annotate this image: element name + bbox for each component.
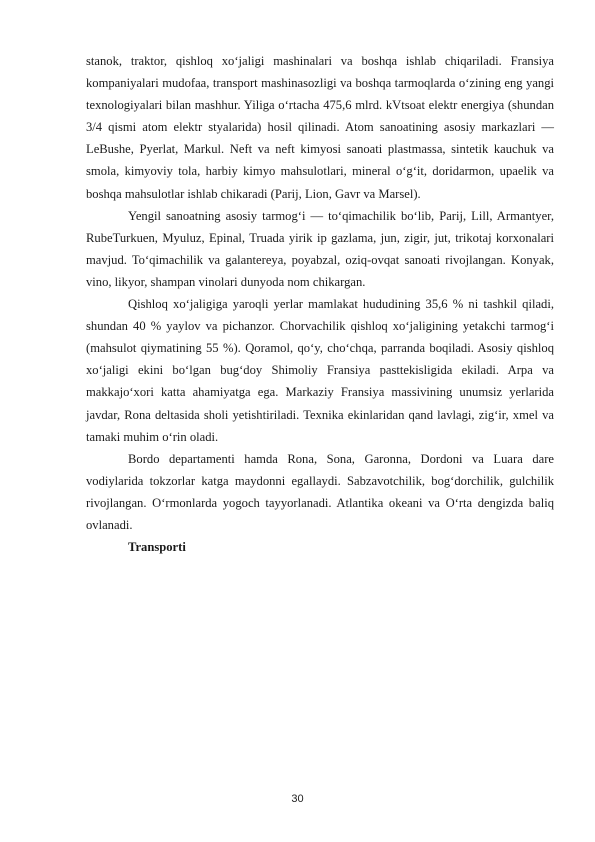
- paragraph-light-industry: Yengil sanoatning asosiy tarmogʻi — toʻqimachilik boʻlib, Parij, Lill, Armantyer, RubeTurkuen, Myuluz, Epinal, Truada yirik ip gazlama, jun, zigir, jut, trikotaj korxonalari mavjud. Toʻqimachilik va galantereya, poyabzal, oziq-ovqat sanoati rivojlangan. Konyak, vino, likyor, shampan vinolari dunyoda nom chikargan.: [86, 208, 554, 289]
- section-heading-transport: Transporti: [128, 540, 186, 555]
- paragraph-industry: stanok, traktor, qishloq xoʻjaligi mashinalari va boshqa ishlab chiqariladi. Fransiya kompaniyalari mudofaa, transport mashinasozligi va boshqa tarmoqlarda oʻzining eng yangi texnologiyalari bilan mashhur. Yiliga oʻrtacha 475,6 mlrd. kVtsoat elektr energiya (shundan 3/4 qismi atom elektr styalarida) hosil qilinadi. Atom sanoatining asosiy markazlari — LeBushe, Pyerlat, Markul. Neft va neft kimyosi sanoati plastmassa, sintetik kauchuk va smola, kimyoviy tola, harbiy kimyo mahsulotlari, mineral oʻgʻit, doridarmon, upaelik va boshqa mahsulotlar ishlab chikaradi (Parij, Lion, Gavr va Marsel).: [86, 54, 554, 201]
- paragraph-vineyards: Bordo departamenti hamda Rona, Sona, Garonna, Dordoni va Luara dare vodiylarida tokzorlar katga maydonni egallaydi. Sabzavotchilik, bogʻdorchilik, gulchilik rivojlangan. Oʻrmonlarda yogoch tayyorlanadi. Atlantika okeani va Oʻrta dengizda baliq ovlanadi.: [86, 451, 554, 532]
- page-number: 30: [291, 793, 304, 805]
- document-body: [86, 50, 554, 558]
- paragraph-agriculture: Qishloq xoʻjaligiga yaroqli yerlar mamlakat hududining 35,6 % ni tashkil qiladi, shundan 40 % yaylov va pichanzor. Chorvachilik qishloq xoʻjaligining yetakchi tarmogʻi (mahsulot qiymatining 55 %). Qoramol, qoʻy, choʻchqa, parranda boqiladi. Asosiy qishloq xoʻjaligi ekini boʻlgan bugʻdoy Shimoliy Fransiya pasttekisligida ekiladi. Arpa va makkajoʻxori katta ahamiyatga ega. Markaziy Fransiya massivining unumsiz yerlarida javdar, Rona deltasida sholi yetishtiriladi. Texnika ekinlaridan qand lavlagi, zigʻir, xmel va tamaki muhim oʻrin oladi.: [86, 297, 554, 444]
